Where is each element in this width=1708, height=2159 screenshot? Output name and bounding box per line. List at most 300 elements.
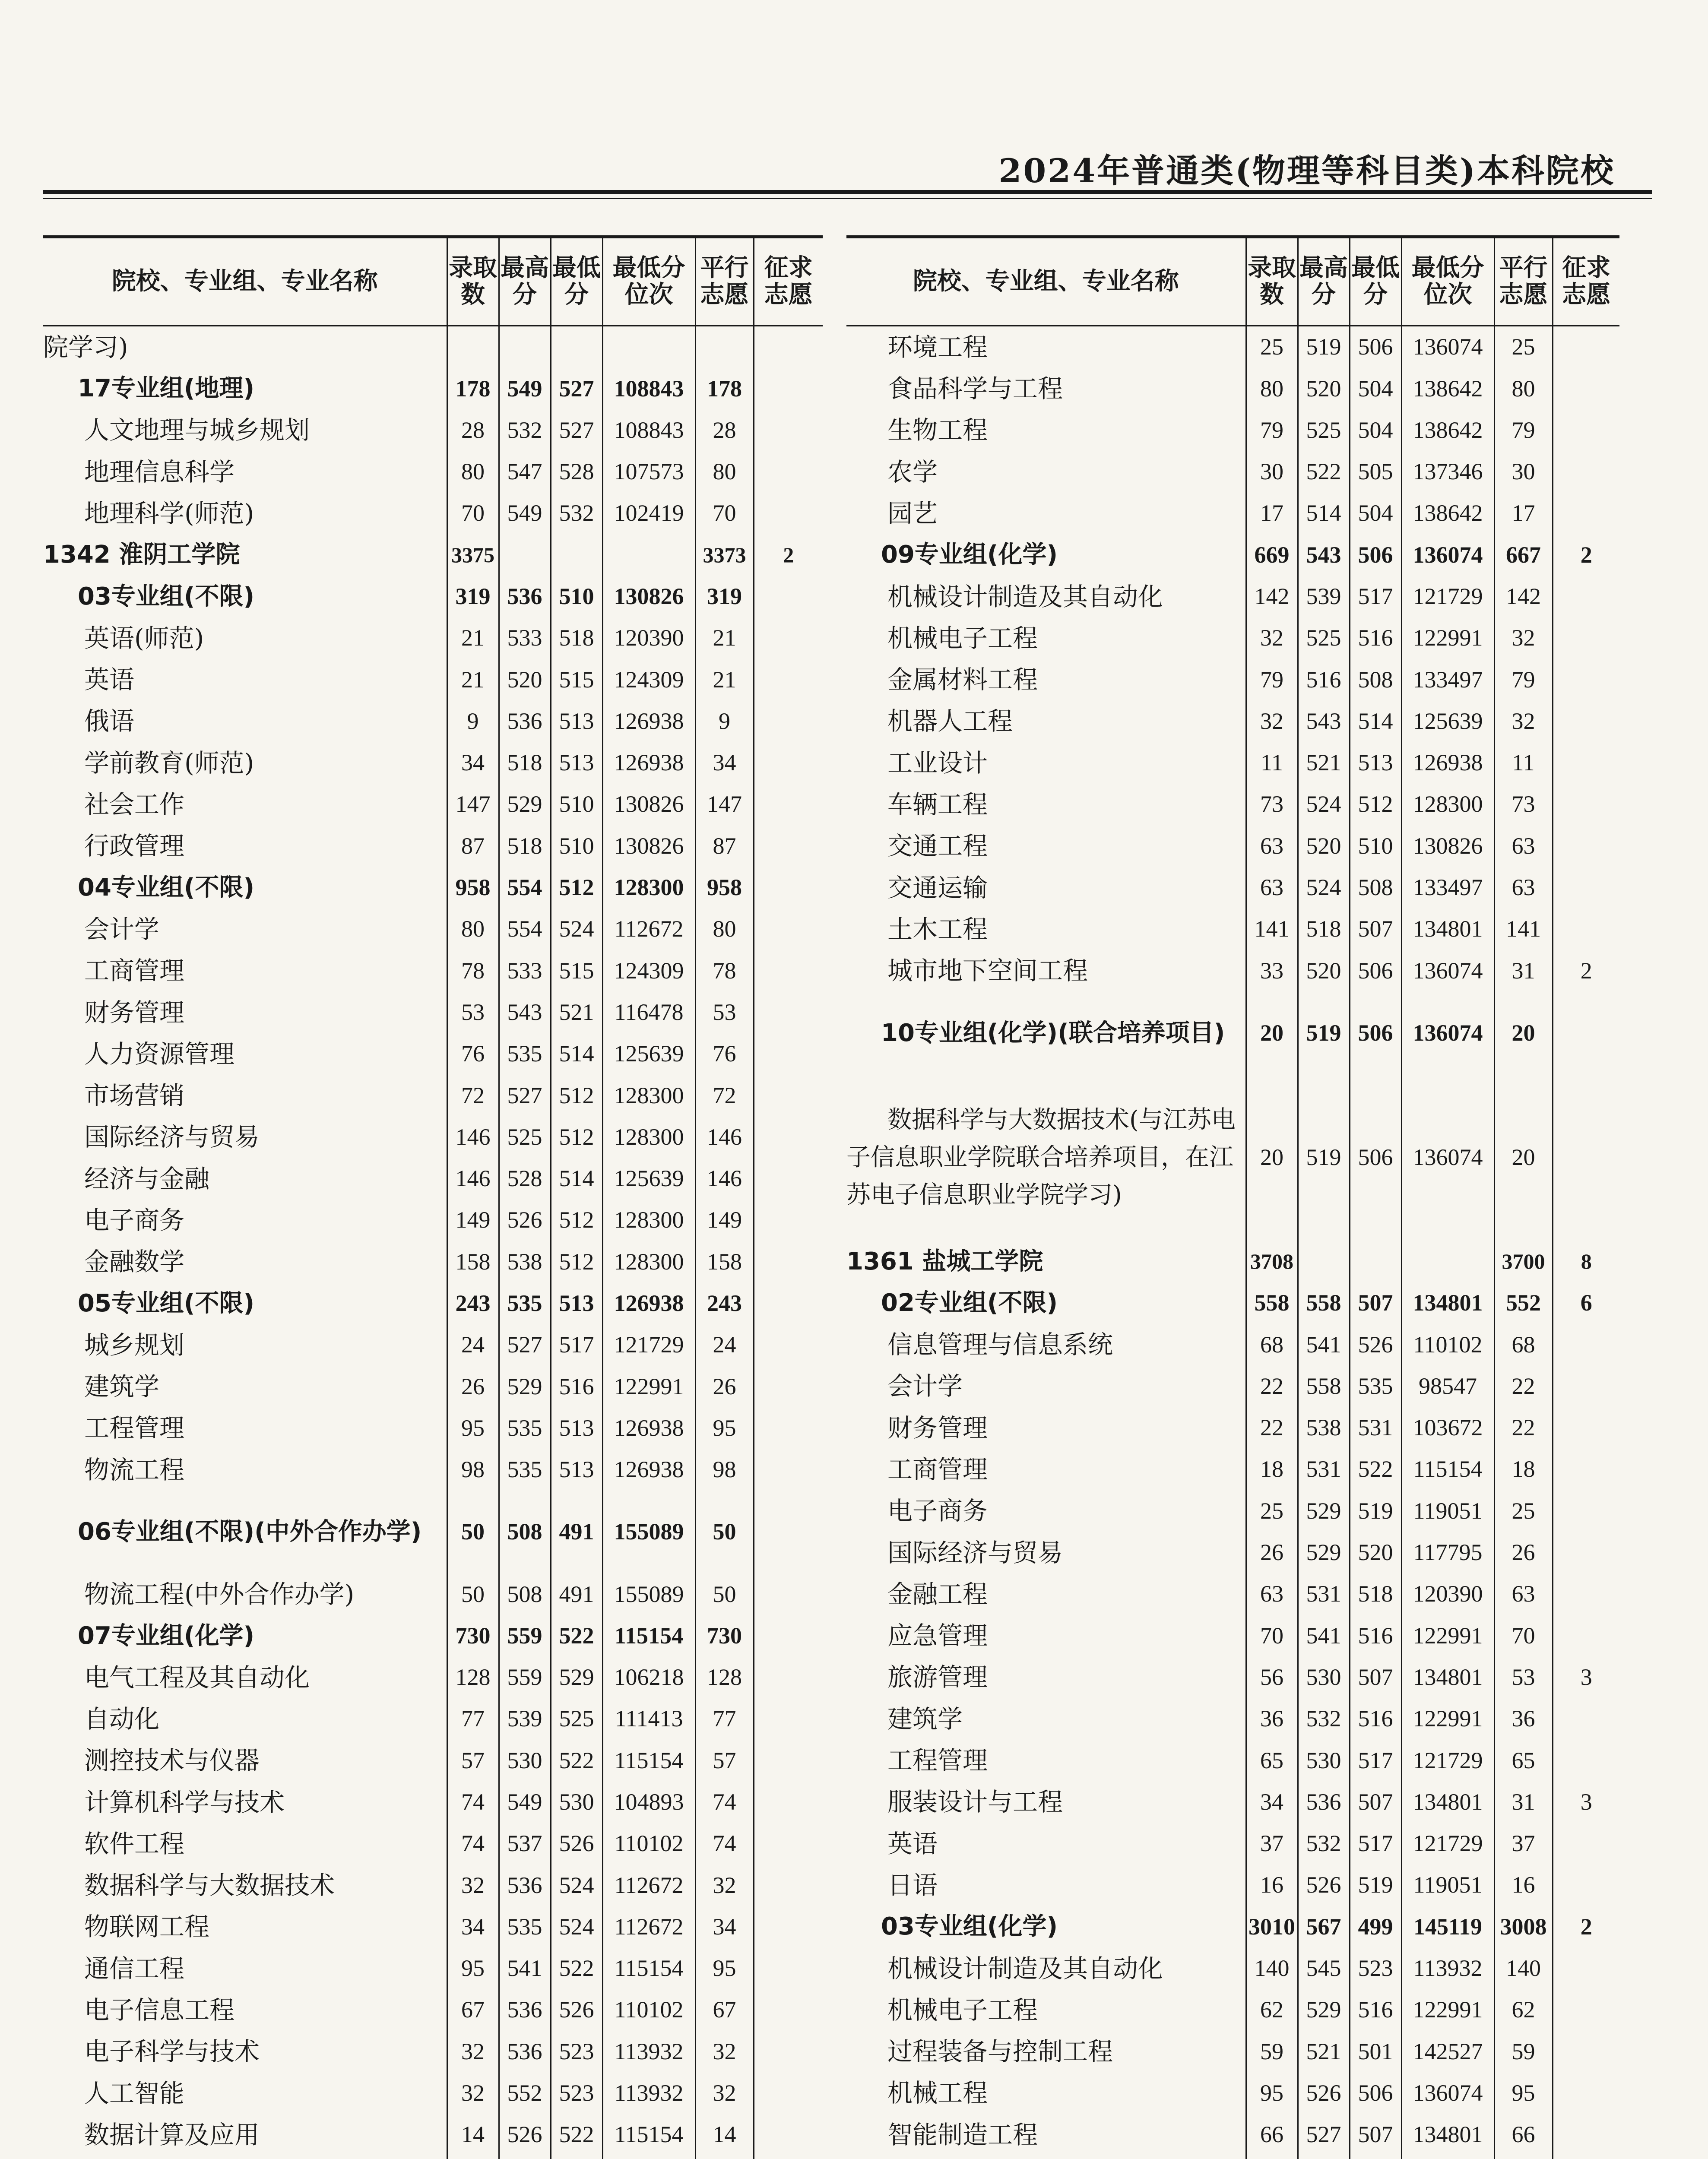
name-cell: 09专业组(化学) — [881, 541, 1058, 569]
value-cell-3: 529 — [551, 1657, 602, 1698]
value-cell-6 — [1553, 1823, 1619, 1865]
value-cell-4: 128300 — [602, 1117, 695, 1158]
value-cell-4: 155089 — [602, 1573, 695, 1615]
major-row — [846, 1491, 1619, 1532]
value-cell-4: 110102 — [602, 1989, 695, 2031]
value-cell-2: 558 — [1298, 1366, 1350, 1407]
value-cell-5: 32 — [1494, 701, 1553, 742]
name-cell: 电子商务 — [84, 1206, 185, 1235]
name-cell: 机械设计制造及其自动化 — [887, 1953, 1163, 1983]
value-cell-4: 120390 — [602, 617, 695, 659]
name-cell: 交通运输 — [887, 873, 988, 902]
value-cell-5: 141 — [1494, 909, 1553, 950]
value-cell-4: 124309 — [602, 950, 695, 991]
value-cell-3: 524 — [551, 909, 602, 950]
value-cell-3: 521 — [551, 992, 602, 1033]
major-row — [43, 1698, 823, 1740]
value-cell-4: 126938 — [602, 1408, 695, 1449]
value-cell-5: 77 — [695, 1698, 754, 1740]
value-cell-6 — [754, 1615, 823, 1657]
major-row — [846, 826, 1619, 867]
value-cell-5: 9 — [695, 701, 754, 742]
value-cell-2 — [499, 534, 551, 576]
value-cell-2: 533 — [499, 617, 551, 659]
value-cell-1: 147 — [447, 784, 499, 825]
value-cell-2: 552 — [499, 2073, 551, 2114]
value-cell-5: 53 — [695, 992, 754, 1033]
value-cell-2: 531 — [1298, 1449, 1350, 1490]
major-row — [846, 701, 1619, 742]
name-cell: 英语 — [84, 665, 135, 695]
value-cell-4: 108843 — [602, 410, 695, 451]
value-cell-1: 50 — [447, 1573, 499, 1615]
value-cell-4: 122991 — [1401, 1615, 1494, 1656]
value-cell-5: 25 — [1494, 1491, 1553, 1532]
value-cell-1: 33 — [1246, 950, 1298, 991]
name-cell: 地理信息科学 — [84, 457, 235, 487]
value-cell-4 — [602, 534, 695, 576]
major-row — [846, 451, 1619, 493]
value-cell-2: 516 — [1298, 659, 1350, 700]
major-row — [43, 1449, 823, 1491]
value-cell-2: 541 — [1298, 1324, 1350, 1365]
value-cell-1: 76 — [447, 1033, 499, 1075]
value-cell-6 — [754, 1117, 823, 1158]
major-row — [846, 1573, 1619, 1615]
value-cell-5: 319 — [695, 576, 754, 617]
value-cell-5: 14 — [695, 2114, 754, 2156]
value-cell-4: 138642 — [1401, 368, 1494, 409]
value-cell-1: 63 — [1246, 867, 1298, 909]
value-cell-3: 516 — [551, 1366, 602, 1407]
value-cell-6: 2 — [1553, 534, 1619, 576]
value-cell-5: 149 — [695, 1200, 754, 1241]
group-row — [846, 1906, 1619, 1948]
value-cell-3 — [551, 326, 602, 368]
value-cell-1: 77 — [447, 1698, 499, 1740]
name-cell: 1342 淮阴工学院 — [43, 541, 240, 569]
value-cell-1: 32 — [447, 1865, 499, 1906]
value-cell-1: 26 — [1246, 1532, 1298, 1573]
value-cell-6 — [754, 1449, 823, 1491]
value-cell-1: 79 — [1246, 659, 1298, 700]
name-cell: 环境工程 — [887, 332, 988, 362]
value-cell-4: 136074 — [1401, 326, 1494, 368]
value-cell-6 — [1553, 1573, 1619, 1615]
value-cell-3: 515 — [551, 950, 602, 991]
value-cell-2: 530 — [499, 1740, 551, 1782]
value-cell-5: 57 — [695, 1740, 754, 1782]
value-cell-5: 21 — [695, 659, 754, 700]
value-cell-6 — [754, 742, 823, 784]
value-cell-6 — [754, 701, 823, 742]
value-cell-3: 535 — [1350, 1366, 1401, 1407]
value-cell-5: 667 — [1494, 534, 1553, 576]
name-cell — [43, 2156, 447, 2159]
major-row — [846, 410, 1619, 451]
value-cell-4: 134801 — [1401, 909, 1494, 950]
value-cell-5: 80 — [1494, 368, 1553, 409]
group-row — [846, 1282, 1619, 1324]
value-cell-1: 32 — [1246, 701, 1298, 742]
value-cell-1: 98 — [447, 1449, 499, 1491]
value-cell-6 — [754, 1865, 823, 1906]
name-cell: 院学习) — [43, 332, 128, 362]
value-cell-2: 554 — [499, 909, 551, 950]
major-row — [846, 1657, 1619, 1698]
value-cell-5: 31 — [1494, 1782, 1553, 1823]
value-cell-4: 116478 — [602, 992, 695, 1033]
value-cell-4: 128300 — [602, 1241, 695, 1283]
value-cell-1: 95 — [1246, 2073, 1298, 2114]
value-cell-3: 504 — [1350, 493, 1401, 534]
value-cell-4: 107573 — [602, 451, 695, 493]
value-cell-6 — [1553, 2156, 1619, 2159]
value-cell-4: 136074 — [1401, 992, 1494, 1075]
value-cell-1: 79 — [1246, 410, 1298, 451]
value-cell-5: 79 — [1494, 659, 1553, 700]
major-row — [846, 493, 1619, 534]
value-cell-3: 516 — [1350, 1989, 1401, 2031]
value-cell-2 — [1298, 2156, 1350, 2159]
major-row — [43, 2031, 823, 2073]
major-row — [43, 410, 823, 451]
value-cell-2: 545 — [1298, 1948, 1350, 1989]
value-cell-1: 56 — [1246, 1657, 1298, 1698]
value-cell-4 — [1401, 2156, 1494, 2159]
value-cell-3: 519 — [1350, 1491, 1401, 1532]
value-cell-6 — [1553, 1948, 1619, 1989]
value-cell-4: 122991 — [602, 1366, 695, 1407]
value-cell-3: 504 — [1350, 410, 1401, 451]
value-cell-5: 31 — [1494, 950, 1553, 991]
major-row — [846, 784, 1619, 825]
value-cell-5: 70 — [695, 493, 754, 534]
value-cell-6 — [1553, 451, 1619, 493]
value-cell-1: 32 — [447, 2073, 499, 2114]
name-cell: 机械工程 — [887, 2078, 988, 2108]
value-cell-2: 536 — [499, 576, 551, 617]
value-cell-4: 126938 — [602, 701, 695, 742]
value-cell-2: 524 — [1298, 784, 1350, 825]
value-cell-3 — [551, 534, 602, 576]
name-cell: 电子信息工程 — [84, 1995, 235, 2025]
name-cell: 财务管理 — [887, 1413, 988, 1443]
major-row — [43, 493, 823, 534]
value-cell-6 — [754, 992, 823, 1033]
major-row — [43, 909, 823, 950]
value-cell-3 — [1350, 2156, 1401, 2159]
value-cell-2: 532 — [499, 410, 551, 451]
value-cell-6 — [754, 1782, 823, 1823]
value-cell-2: 533 — [499, 950, 551, 991]
header-cell-4: 最低分 位次 — [1401, 237, 1494, 326]
value-cell-5: 26 — [695, 1366, 754, 1407]
value-cell-6 — [1553, 742, 1619, 784]
value-cell-4: 112672 — [602, 1906, 695, 1948]
value-cell-4: 145119 — [1401, 1906, 1494, 1948]
value-cell-3: 510 — [551, 784, 602, 825]
value-cell-5: 3700 — [1494, 1241, 1553, 1282]
value-cell-6 — [754, 950, 823, 991]
name-cell: 国际经济与贸易 — [84, 1122, 260, 1152]
value-cell-3: 523 — [1350, 1948, 1401, 1989]
value-cell-4: 136074 — [1401, 534, 1494, 576]
value-cell-3: 507 — [1350, 1282, 1401, 1324]
value-cell-6 — [1553, 2114, 1619, 2156]
value-cell-1: 80 — [447, 451, 499, 493]
value-cell-1: 50 — [447, 1491, 499, 1573]
value-cell-4: 128300 — [602, 867, 695, 909]
name-cell: 社会工作 — [84, 790, 185, 820]
major-row — [43, 784, 823, 825]
value-cell-3: 506 — [1350, 326, 1401, 368]
value-cell-5: 17 — [1494, 493, 1553, 534]
value-cell-6 — [1553, 826, 1619, 867]
value-cell-3: 518 — [551, 617, 602, 659]
value-cell-5: 140 — [1494, 1948, 1553, 1989]
major-row — [846, 1407, 1619, 1449]
group-row — [43, 1283, 823, 1324]
value-cell-6 — [1553, 1407, 1619, 1449]
value-cell-3: 519 — [1350, 1865, 1401, 1906]
name-cell: 通信工程 — [84, 1953, 185, 1983]
name-cell: 金融工程 — [887, 1579, 988, 1609]
name-cell: 应急管理 — [887, 1621, 988, 1651]
value-cell-2: 535 — [499, 1449, 551, 1491]
value-cell-3: 530 — [551, 1782, 602, 1823]
value-cell-1: 669 — [1246, 534, 1298, 576]
header-cell-5: 平行 志愿 — [1494, 237, 1553, 326]
major-row — [846, 1948, 1619, 1989]
name-cell: 生物工程 — [887, 415, 988, 445]
value-cell-6 — [1553, 326, 1619, 368]
value-cell-6 — [754, 617, 823, 659]
value-cell-4: 112672 — [602, 1865, 695, 1906]
value-cell-2: 527 — [499, 1075, 551, 1116]
major-row — [43, 617, 823, 659]
major-row — [43, 1324, 823, 1366]
value-cell-2: 528 — [499, 1158, 551, 1200]
value-cell-4: 120390 — [1401, 1573, 1494, 1615]
value-cell-3: 513 — [551, 1408, 602, 1449]
value-cell-6 — [1553, 1366, 1619, 1407]
value-cell-3: 512 — [1350, 784, 1401, 825]
value-cell-1: 30 — [1246, 451, 1298, 493]
value-cell-2: 521 — [1298, 2031, 1350, 2072]
value-cell-5: 72 — [695, 1075, 754, 1116]
value-cell-6 — [1553, 784, 1619, 825]
name-cell: 俄语 — [84, 706, 135, 736]
value-cell-1: 59 — [1246, 2031, 1298, 2072]
value-cell-4: 119051 — [1401, 1865, 1494, 1906]
name-cell: 机械设计制造及其自动化 — [887, 582, 1163, 611]
value-cell-2 — [499, 2156, 551, 2159]
value-cell-5: 32 — [1494, 617, 1553, 659]
school-row — [846, 1241, 1619, 1282]
value-cell-3: 506 — [1350, 534, 1401, 576]
value-cell-5: 146 — [695, 1158, 754, 1200]
value-cell-3: 516 — [1350, 1698, 1401, 1740]
value-cell-1: 22 — [1246, 1366, 1298, 1407]
name-cell: 计算机科学与技术 — [84, 1787, 285, 1817]
header-cell-0: 院校、专业组、专业名称 — [43, 237, 447, 326]
name-cell: 数据科学与大数据技术(与江苏电子信息职业学院联合培养项目，在江苏电子信息职业学院学习) — [846, 1106, 1236, 1209]
name-cell: 经济与金融 — [84, 1164, 210, 1193]
value-cell-3: 512 — [551, 1200, 602, 1241]
name-cell: 土木工程 — [887, 914, 988, 944]
value-cell-2: 532 — [1298, 1823, 1350, 1865]
name-cell: 物流工程 — [84, 1455, 185, 1485]
name-cell: 会计学 — [84, 914, 160, 944]
value-cell-5: 67 — [695, 1989, 754, 2031]
value-cell-3: 515 — [551, 659, 602, 700]
name-cell: 机械电子工程 — [887, 1995, 1038, 2025]
name-cell: 工商管理 — [84, 956, 185, 986]
value-cell-6 — [754, 1075, 823, 1116]
value-cell-1: 142 — [1246, 576, 1298, 617]
value-cell-2: 543 — [1298, 534, 1350, 576]
name-cell: 1361 盐城工学院 — [846, 1247, 1043, 1276]
major-row — [43, 2156, 823, 2159]
name-cell: 05专业组(不限) — [78, 1289, 255, 1317]
admissions-table-left — [43, 235, 823, 2159]
value-cell-2: 519 — [1298, 992, 1350, 1075]
major-row — [846, 1075, 1619, 1241]
value-cell-3: 527 — [551, 410, 602, 451]
value-cell-3: 491 — [551, 1573, 602, 1615]
value-cell-4: 134801 — [1401, 1657, 1494, 1698]
value-cell-3: 506 — [1350, 950, 1401, 991]
value-cell-5: 25 — [1494, 326, 1553, 368]
value-cell-2: 549 — [499, 368, 551, 409]
value-cell-2: 536 — [499, 701, 551, 742]
value-cell-3 — [1350, 1241, 1401, 1282]
value-cell-4: 126938 — [1401, 742, 1494, 784]
major-row — [846, 909, 1619, 950]
name-cell: 机械电子工程 — [887, 623, 1038, 653]
major-row — [43, 1241, 823, 1283]
value-cell-6 — [754, 576, 823, 617]
value-cell-5: 63 — [1494, 826, 1553, 867]
value-cell-6 — [1553, 701, 1619, 742]
value-cell-1: 32 — [447, 2031, 499, 2073]
value-cell-2: 538 — [1298, 1407, 1350, 1449]
value-cell-2: 518 — [1298, 909, 1350, 950]
name-cell: 英语 — [887, 1829, 938, 1858]
value-cell-4: 130826 — [602, 576, 695, 617]
value-cell-4: 121729 — [1401, 576, 1494, 617]
major-row — [43, 1782, 823, 1823]
value-cell-6 — [754, 2031, 823, 2073]
value-cell-2: 524 — [1298, 867, 1350, 909]
value-cell-4: 119051 — [1401, 1491, 1494, 1532]
name-cell: 食品科学与工程 — [887, 374, 1063, 404]
name-cell: 04专业组(不限) — [78, 873, 255, 902]
value-cell-1: 62 — [1246, 1989, 1298, 2031]
name-cell: 旅游管理 — [887, 1662, 988, 1692]
value-cell-5: 63 — [1494, 1573, 1553, 1615]
name-cell: 金融数学 — [84, 1247, 185, 1277]
value-cell-5: 146 — [695, 1117, 754, 1158]
header-cell-6: 征求 志愿 — [754, 237, 823, 326]
major-row — [43, 1158, 823, 1200]
value-cell-4: 136074 — [1401, 950, 1494, 991]
value-cell-3: 516 — [1350, 1615, 1401, 1656]
value-cell-4: 121729 — [1401, 1740, 1494, 1781]
value-cell-2: 529 — [499, 784, 551, 825]
name-cell: 10专业组(化学)(联合培养项目) — [881, 1019, 1225, 1047]
value-cell-5: 98 — [695, 1449, 754, 1491]
value-cell-6 — [1553, 867, 1619, 909]
value-cell-6 — [1553, 2031, 1619, 2072]
value-cell-5: 16 — [1494, 1865, 1553, 1906]
value-cell-3: 527 — [551, 368, 602, 409]
value-cell-4: 121729 — [1401, 1823, 1494, 1865]
value-cell-6 — [1553, 909, 1619, 950]
value-cell-6 — [1553, 1615, 1619, 1656]
value-cell-5: 80 — [695, 451, 754, 493]
value-cell-4: 115154 — [602, 1948, 695, 1989]
major-row — [846, 950, 1619, 991]
name-cell: 自动化 — [84, 1704, 160, 1734]
value-cell-1: 70 — [447, 493, 499, 534]
value-cell-4: 130826 — [1401, 826, 1494, 867]
value-cell-4: 122991 — [1401, 1698, 1494, 1740]
value-cell-4: 104893 — [602, 1782, 695, 1823]
value-cell-3: 507 — [1350, 1657, 1401, 1698]
value-cell-1: 958 — [447, 867, 499, 909]
value-cell-6: 6 — [1553, 1282, 1619, 1324]
value-cell-6 — [1553, 1324, 1619, 1365]
value-cell-3: 501 — [1350, 2031, 1401, 2072]
value-cell-1: 78 — [447, 950, 499, 991]
major-row — [43, 1740, 823, 1782]
value-cell-6 — [754, 1573, 823, 1615]
value-cell-5: 63 — [1494, 867, 1553, 909]
name-cell: 智能制造工程 — [887, 2120, 1038, 2150]
value-cell-5: 958 — [695, 867, 754, 909]
header-cell-0: 院校、专业组、专业名称 — [846, 237, 1246, 326]
value-cell-3: 506 — [1350, 2073, 1401, 2114]
major-row — [43, 1989, 823, 2031]
name-cell: 07专业组(化学) — [78, 1621, 255, 1650]
value-cell-6 — [754, 326, 823, 368]
header-cell-3: 最低 分 — [551, 237, 602, 326]
value-cell-1: 34 — [1246, 1782, 1298, 1823]
value-cell-1: 95 — [447, 1948, 499, 1989]
value-cell-2: 525 — [1298, 617, 1350, 659]
value-cell-6 — [754, 1158, 823, 1200]
value-cell-2: 525 — [1298, 410, 1350, 451]
value-cell-4: 110102 — [602, 1823, 695, 1865]
value-cell-1: 26 — [447, 1366, 499, 1407]
name-cell: 国际经济与贸易 — [887, 1538, 1063, 1567]
value-cell-2: 535 — [499, 1033, 551, 1075]
value-cell-6 — [754, 1823, 823, 1865]
name-cell: 数据计算及应用 — [84, 2120, 260, 2150]
major-row — [846, 1782, 1619, 1823]
value-cell-4: 113932 — [602, 2073, 695, 2114]
value-cell-5: 87 — [695, 826, 754, 867]
value-cell-6 — [754, 1491, 823, 1573]
value-cell-5: 22 — [1494, 1407, 1553, 1449]
value-cell-2: 519 — [1298, 326, 1350, 368]
value-cell-6 — [754, 1740, 823, 1782]
value-cell-6: 3 — [1553, 1657, 1619, 1698]
value-cell-2: 526 — [499, 2114, 551, 2156]
value-cell-1: 65 — [1246, 1740, 1298, 1781]
